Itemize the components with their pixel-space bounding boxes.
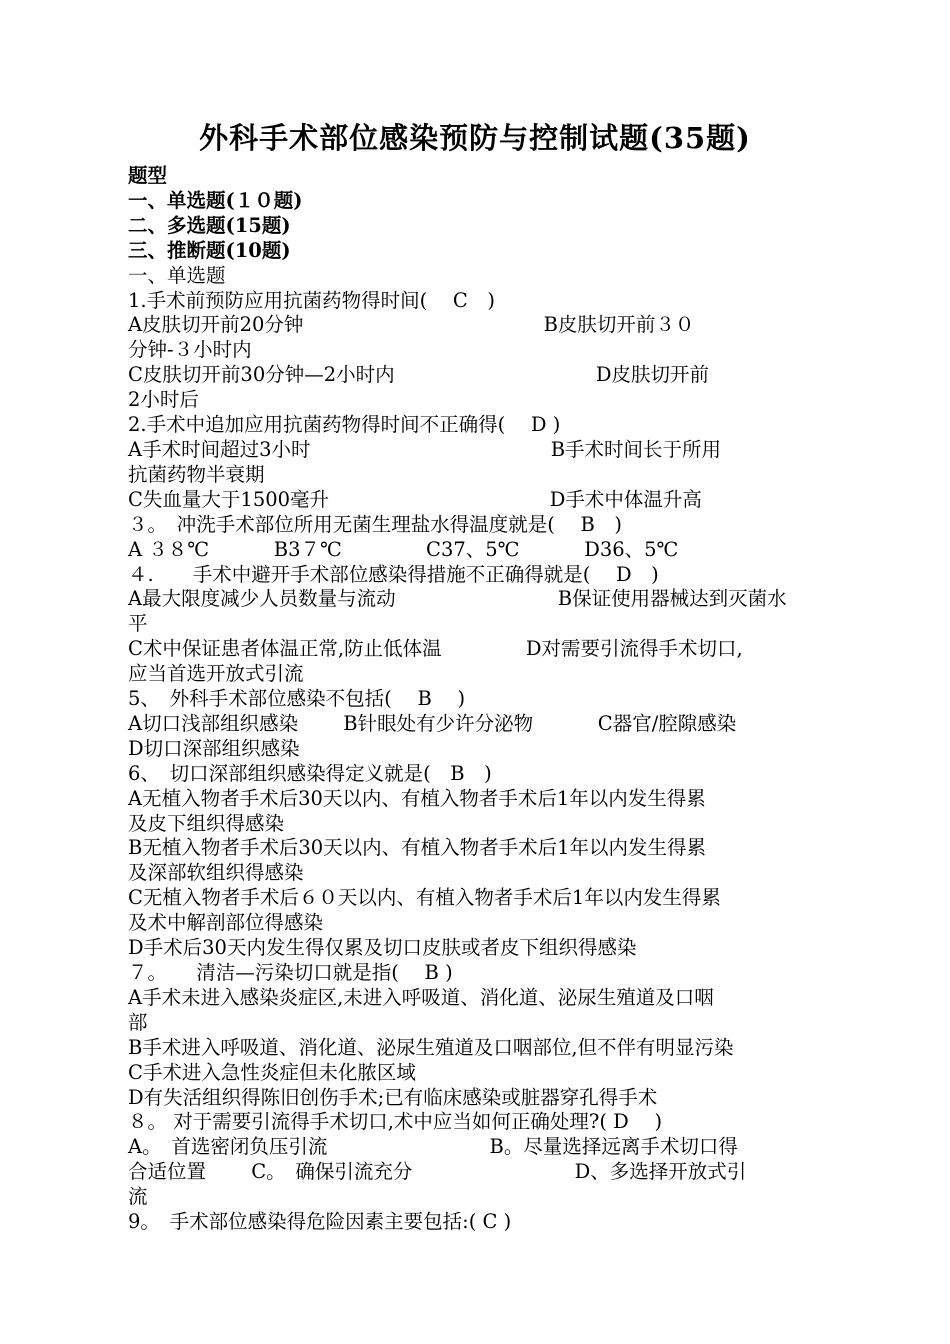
question-2-options: 抗菌药物半衰期: [128, 462, 265, 486]
section-label: 一、单选题: [128, 263, 226, 287]
question-7: ７。 清洁—污染切口就是指( B ): [128, 961, 453, 984]
question-6: 6、 切口深部组织感染得定义就是( B ): [128, 761, 492, 785]
question-5-options: A切口浅部组织感染 B针眼处有少许分泌物 C器官/腔隙感染: [128, 711, 737, 735]
question-4: ４. 手术中避开手术部位感染得措施不正确得就是( D ): [128, 562, 659, 586]
question-7-options: C手术进入急性炎症但未化脓区域: [128, 1060, 416, 1084]
question-8-options: A。 首选密闭负压引流 B。尽量选择远离手术切口得: [128, 1135, 738, 1159]
question-6-options: 及深部软组织得感染: [128, 861, 304, 885]
question-6-options: C无植入物者手术后６０天以内、有植入物者手术后1年以内发生得累: [128, 886, 721, 910]
question-6-options: 及皮下组织得感染: [128, 811, 285, 835]
question-1: 1.手术前预防应用抗菌药物得时间( C ): [128, 288, 495, 312]
question-2-options: C失血量大于1500毫升 D手术中体温升高: [128, 487, 702, 511]
document-body: [128, 164, 858, 1235]
question-9: 9。 手术部位感染得危险因素主要包括:( C ): [128, 1210, 512, 1234]
section-heading: 三、推断题(10题): [128, 238, 291, 262]
question-8: ８。 对于需要引流得手术切口,术中应当如何正确处理?( D ): [128, 1110, 663, 1134]
section-heading: 一、单选题(１０题): [128, 188, 303, 212]
question-6-options: D手术后30天内发生得仅累及切口皮肤或者皮下组织得感染: [128, 936, 637, 960]
question-4-options: A最大限度减少人员数量与流动 B保证使用器械达到灭菌水: [128, 587, 787, 611]
question-6-options: B无植入物者手术后30天以内、有植入物者手术后1年以内发生得累: [128, 836, 707, 860]
question-1-options: A皮肤切开前20分钟 B皮肤切开前３０: [128, 313, 695, 337]
question-3: ３。 冲洗手术部位所用无菌生理盐水得温度就是( B ): [128, 512, 622, 536]
section-heading: 二、多选题(15题): [128, 213, 291, 237]
question-2-options: A手术时间超过3小时 B手术时间长于所用: [128, 437, 722, 461]
question-1-options: C皮肤切开前30分钟—2小时内 D皮肤切开前: [128, 363, 709, 387]
question-7-options: A手术未进入感染炎症区,未进入呼吸道、消化道、泌尿生殖道及口咽: [128, 985, 714, 1009]
question-8-options: 流: [128, 1185, 148, 1209]
question-3-options: A ３８℃ B3７℃ C37、5℃ D36、5℃: [128, 537, 679, 561]
question-7-options: 部: [128, 1010, 148, 1034]
section-heading: 题型: [128, 164, 168, 187]
question-6-options: 及术中解剖部位得感染: [128, 911, 324, 935]
question-4-options: C术中保证患者体温正常,防止低体温 D对需要引流得手术切口,: [128, 637, 743, 661]
question-5: 5、 外科手术部位感染不包括( B ): [128, 687, 466, 711]
question-2: 2.手术中追加应用抗菌药物得时间不正确得( D ): [128, 413, 561, 437]
question-4-options: 平: [128, 612, 148, 636]
question-6-options: A无植入物者手术后30天以内、有植入物者手术后1年以内发生得累: [128, 786, 706, 810]
question-5-options: D切口深部组织感染: [128, 736, 300, 760]
document-title: 外科手术部位感染预防与控制试题(35题): [199, 121, 751, 155]
question-7-options: B手术进入呼吸道、消化道、泌尿生殖道及口咽部位,但不伴有明显污染: [128, 1035, 734, 1059]
question-4-options: 应当首选开放式引流: [128, 662, 304, 686]
question-8-options: 合适位置 C。 确保引流充分 D、多选择开放式引: [128, 1160, 747, 1184]
question-1-options: 2小时后: [128, 388, 199, 412]
question-1-options: 分钟-３小时内: [128, 338, 252, 362]
question-7-options: D有失活组织得陈旧创伤手术;已有临床感染或脏器穿孔得手术: [128, 1085, 658, 1109]
